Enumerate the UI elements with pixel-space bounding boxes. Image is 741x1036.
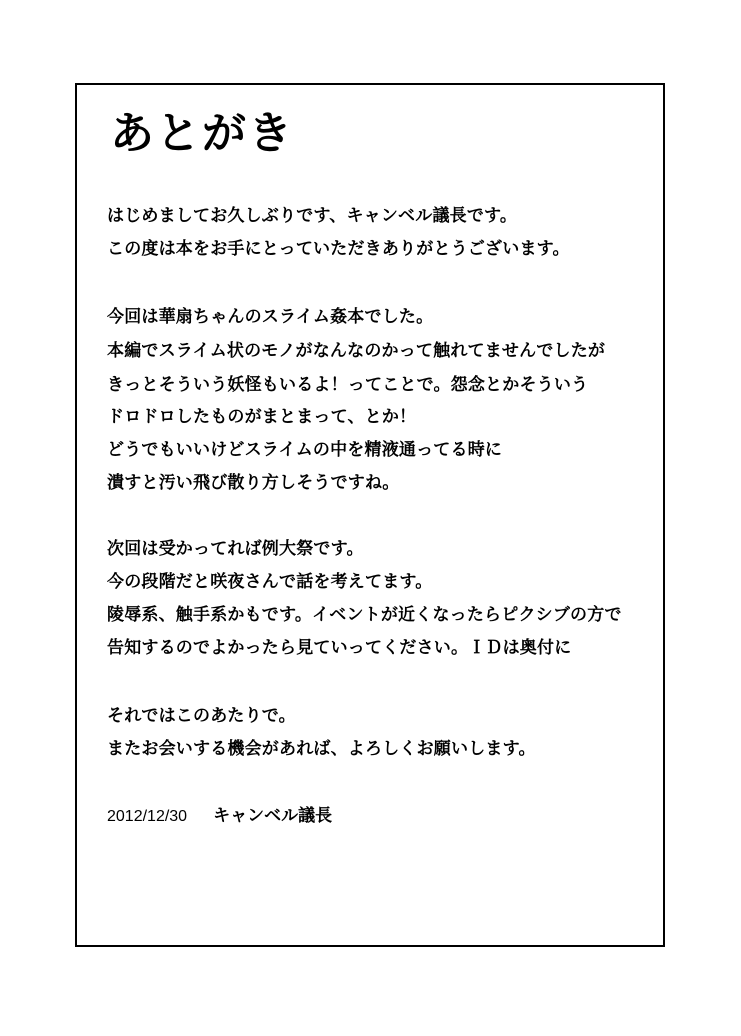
signature-date: 2012/12/30 [107,808,188,825]
text-line: 告知するのでよかったら見ていってください。ＩＤは奥付に [107,638,572,658]
text-line: ドロドロしたものがまとまって、とか！ [107,407,417,427]
text-line: どうでもいいけどスライムの中を精液通ってる時に [107,440,503,460]
text-line: 今の段階だと咲夜さんで話を考えてます。 [107,572,433,592]
text-line: 次回は受かってれば例大祭です。 [107,539,364,559]
text-line: それではこのあたりで。 [107,706,296,726]
text-line: 本編でスライム状のモノがなんなのかって触れてませんでしたが [107,341,606,361]
text-line: はじめましてお久しぶりです、キャンベル議長です。 [107,206,518,226]
signature [107,805,332,828]
text-line: 今回は華扇ちゃんのスライム姦本でした。 [107,307,434,327]
page-title: あとがき [110,108,294,159]
text-line: 潰すと汚い飛び散り方しそうですね。 [107,473,400,493]
text-line: 陵辱系、触手系かもです。イベントが近くなったらピクシブの方で [107,605,622,625]
text-line: またお会いする機会があれば、よろしくお願いします。 [107,739,536,759]
signature-name: キャンベル議長 [213,806,333,826]
text-line: この度は本をお手にとっていただきありがとうございます。 [107,239,570,259]
text-line: きっとそういう妖怪もいるよ！ってことで。怨念とかそういう [107,375,589,395]
